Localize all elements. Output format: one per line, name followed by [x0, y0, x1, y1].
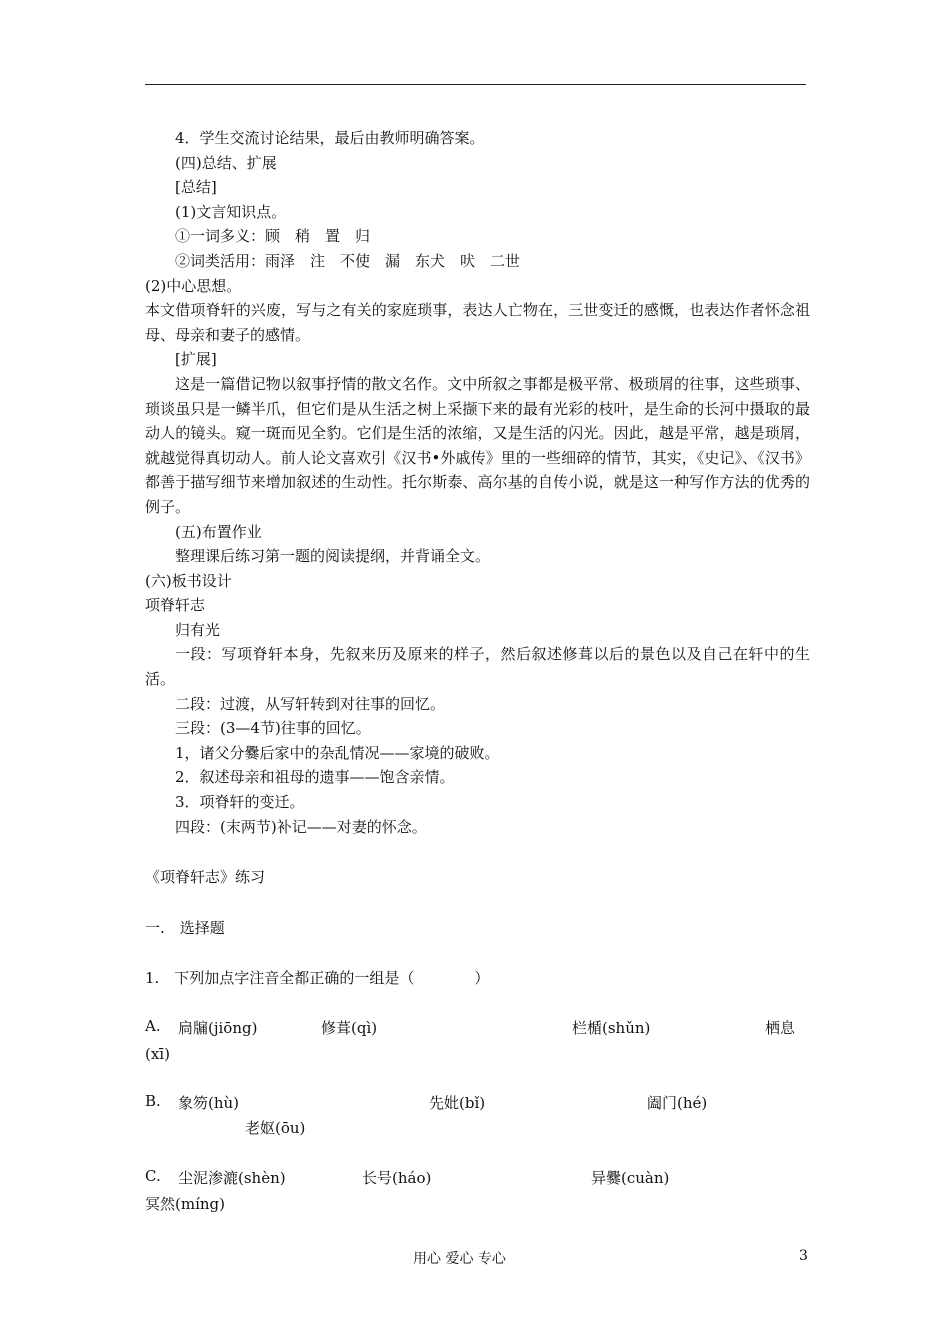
text-line: 四段：(末两节)补记——对妻的怀念。: [175, 817, 427, 836]
text-line: 3．项脊轩的变迁。: [175, 793, 305, 812]
option-label: B.: [145, 1092, 161, 1111]
text-line: ②词类活用：雨泽 注 不使 漏 东犬 吠 二世: [175, 251, 521, 270]
option-item: 栏楯(shǔn): [572, 1019, 651, 1037]
option-item-wrap: (xī): [145, 1044, 170, 1063]
section-heading: (五)布置作业: [175, 522, 262, 541]
text-line: 三段：(3—4节)往事的回忆。: [175, 719, 371, 738]
subheading: [总结]: [175, 178, 217, 197]
option-b: [145, 1092, 810, 1117]
text-line: ①一词多义：顾 稍 置 归: [175, 227, 371, 246]
option-label: C.: [145, 1167, 161, 1186]
option-item: 长号(háo): [362, 1169, 432, 1188]
option-item: 先妣(bǐ): [429, 1094, 486, 1113]
option-item: 异爨(cuàn): [591, 1169, 670, 1188]
exercise-section: 一. 选择题: [145, 918, 225, 937]
option-item: 修葺(qì): [321, 1019, 378, 1037]
option-item-wrap: 冥然(míng): [145, 1194, 225, 1213]
page-number: 3: [799, 1248, 808, 1264]
text-line: 整理课后练习第一题的阅读提纲，并背诵全文。: [175, 547, 491, 566]
board-title: 项脊轩志: [145, 596, 206, 615]
text-line: (1)文言知识点。: [175, 202, 287, 221]
footer-text: 用心 爱心 专心: [413, 1251, 506, 1267]
option-item: 扃牖(jiōng): [178, 1019, 258, 1037]
option-c: [145, 1167, 810, 1192]
board-author: 归有光: [175, 620, 221, 639]
section-heading: (四)总结、扩展: [175, 153, 277, 172]
option-b-cont: [145, 1117, 810, 1142]
paragraph-segment-one: 一段：写项脊轩本身，先叙来历及原来的样子，然后叙述修葺以后的景色以及自己在轩中的生活。: [145, 645, 810, 689]
option-label: A.: [145, 1017, 161, 1035]
option-a: [145, 1017, 810, 1042]
option-item: 象笏(hù): [178, 1094, 240, 1113]
subheading: [扩展]: [175, 350, 217, 369]
page-content: [145, 126, 810, 1217]
paragraph-expansion: 这是一篇借记物以叙事抒情的散文名作。文中所叙之事都是极平常、极琐屑的往事，这些琐事、琐谈虽只是一鳞半爪，但它们是从生活之树上采撷下来的最有光彩的枝叶，是生命的长河中摄取的最动人的镜头。窥一斑而见全豹。它们是生活的浓缩，又是生活的闪光。因此，越是平常，越是琐屑，就越觉得真切动人。前人论文喜欢引《汉书•外戚传》里的一些细碎的情节，其实，《史记》、《汉书》都善于描写细节来增加叙述的生动性。托尔斯泰、高尔基的自传小说，就是这一种写作方法的优秀的例子。: [145, 374, 810, 516]
paragraph-central-idea: 本文借项脊轩的兴废，写与之有关的家庭琐事，表达人亡物在，三世变迁的感慨，也表达作者怀念祖母、母亲和妻子的感情。: [145, 301, 810, 344]
option-item: 老妪(ōu): [245, 1118, 306, 1137]
header-rule: [145, 84, 806, 85]
text-line: 二段：过渡，从写轩转到对往事的回忆。: [175, 694, 446, 713]
exercise-title: 《项脊轩志》练习: [145, 868, 266, 887]
section-heading: (六)板书设计: [145, 571, 232, 590]
option-item: 阖门(hé): [647, 1094, 708, 1113]
question-1: 1. 下列加点字注音全都正确的一组是（ ）: [145, 969, 490, 988]
text-line: 2．叙述母亲和祖母的遗事——饱含亲情。: [175, 768, 455, 787]
option-item: 栖息: [765, 1019, 796, 1037]
text-line: 1，诸父分爨后家中的杂乱情况——家境的破败。: [175, 743, 500, 762]
text-line: 4．学生交流讨论结果，最后由教师明确答案。: [175, 129, 485, 147]
text-line: (2)中心思想。: [145, 276, 242, 295]
option-item: 尘泥渗漉(shèn): [178, 1169, 286, 1188]
